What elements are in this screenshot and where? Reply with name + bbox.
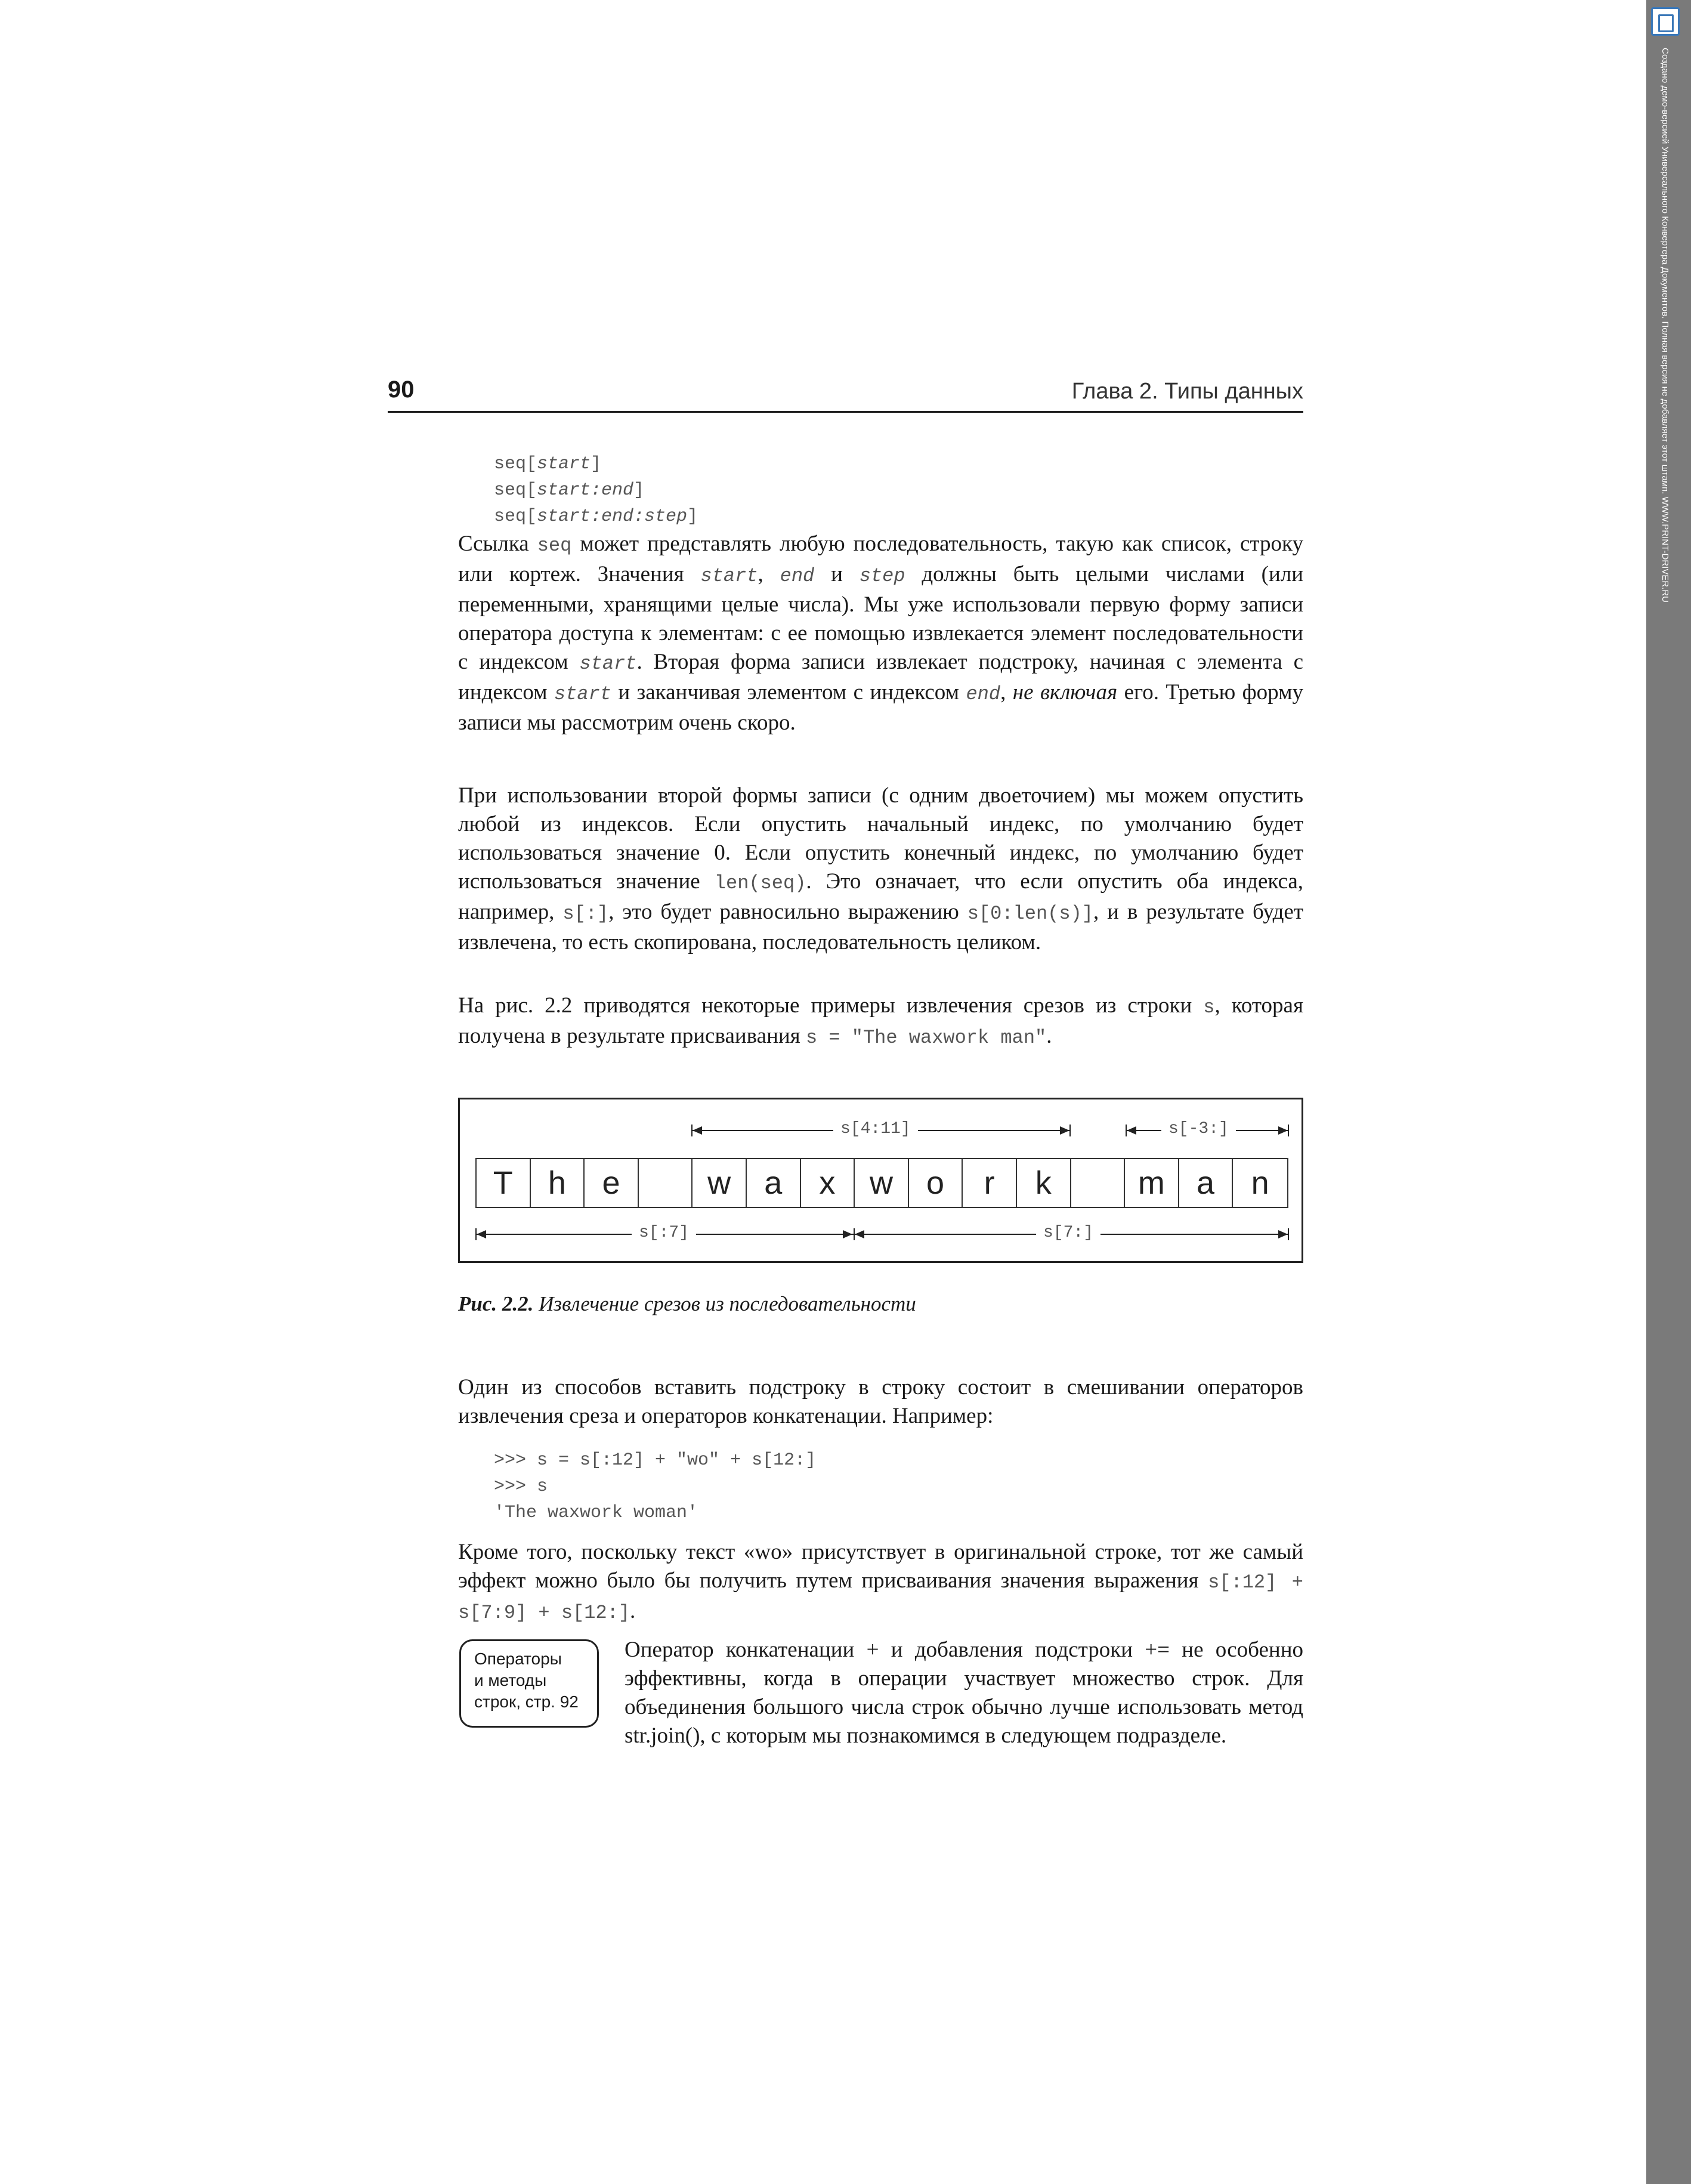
- syntax-line-3: seq[start:end:step]: [494, 506, 698, 527]
- converter-logo-icon: [1651, 7, 1680, 36]
- margin-note-line: Операторы: [474, 1649, 562, 1668]
- char-cell: T: [477, 1159, 531, 1207]
- example-line-2: >>> s: [494, 1476, 548, 1497]
- slice-label-4-11: s[4:11]: [833, 1120, 918, 1138]
- slice-arrow-from-7: [854, 1224, 1289, 1242]
- char-cell: m: [1125, 1159, 1179, 1207]
- char-cell: x: [801, 1159, 855, 1207]
- string-cells: [475, 1158, 1288, 1208]
- slice-arrow-neg3: [1126, 1120, 1289, 1138]
- paragraph-figure-intro: На рис. 2.2 приводятся некоторые примеры извлечения срезов из строки s, которая получена в результате присваивания s = "The waxwork man".: [458, 993, 1303, 1049]
- slice-arrow-to-7: [475, 1224, 854, 1242]
- margin-note-line: и методы: [474, 1671, 547, 1689]
- example-line-3: 'The waxwork woman': [494, 1503, 698, 1523]
- char-cell: h: [531, 1159, 585, 1207]
- char-cell: o: [909, 1159, 963, 1207]
- char-cell: n: [1251, 1165, 1269, 1201]
- paragraph-slice-forms: Ссылка seq может представлять любую последовательность, такую как список, строку или кортеж. Значения start, end и step должны быть целыми числами (или переменными, хранящими целые числа). Мы уже использовали первую форму записи оператора доступа к элементам: с ее помощью извлекается элемент последовательности с индексом start. Вторая форма записи извлекает подстроку, начиная с элемента с индексом start и заканчивая элементом с индексом end, не включая его. Третью форму записи мы рассмотрим очень скоро.: [458, 532, 1304, 735]
- slice-label-from-7: s[7:]: [1036, 1224, 1100, 1242]
- syntax-line-1: seq[start]: [494, 454, 602, 474]
- char-cell: a: [747, 1159, 801, 1207]
- char-cell: w: [855, 1159, 909, 1207]
- char-cell: w: [693, 1159, 747, 1207]
- watermark-sidebar: [1646, 0, 1691, 2184]
- example-line-1: >>> s = s[:12] + "wo" + s[12:]: [494, 1450, 817, 1471]
- margin-note-line: строк, стр. 92: [474, 1692, 579, 1711]
- char-cell: [639, 1159, 693, 1207]
- paragraph-insert-substring: Один из способов вставить подстроку в строку состоит в смешивании операторов извлечения среза и операторов конкатенации. Например:: [458, 1375, 1303, 1428]
- example-code-block: [494, 1447, 816, 1526]
- chapter-title: Глава 2. Типы данных: [1071, 379, 1303, 404]
- watermark-text: Создано демо-версией Универсального Конвертера Документов. Полная версия не добавляет этот штамп. WWW.PRINT-DRIVER.RU: [1660, 48, 1670, 603]
- paragraph-alternative: Кроме того, поскольку текст «wo» присутствует в оригинальной строке, тот же самый эффект можно было бы получить путем присваивания значения выражения s[:12] + s[7:9] + s[12:].: [458, 1540, 1303, 1624]
- char-cell: a: [1179, 1159, 1234, 1207]
- char-cell: k: [1017, 1159, 1071, 1207]
- paragraph-concatenation-performance: Оператор конкатенации + и добавления подстроки += не особенно эффективны, когда в операции участвует множество строк. Для объединения большого числа строк обычно лучше использовать метод str.join(), с которым мы познакомимся в следующем подразделе.: [625, 1638, 1303, 1748]
- paragraph-omit-indexes: При использовании второй формы записи (с одним двоеточием) мы можем опустить любой из индексов. Если опустить начальный индекс, по умолчанию будет использоваться значение 0. Если опустить конечный индекс, по умолчанию будет использоваться значение len(seq). Это означает, что если опустить оба индекса, например, s[:], это будет равносильно выражению s[0:len(s)], и в результате будет извлечена, то есть скопирована, последовательность целиком.: [458, 783, 1304, 954]
- page-header: [388, 373, 1303, 413]
- slice-label-to-7: s[:7]: [632, 1224, 696, 1242]
- figure-caption: Рис. 2.2. Извлечение срезов из последовательности: [458, 1292, 916, 1315]
- slice-arrow-4-11: [691, 1120, 1071, 1138]
- char-cell: [1071, 1159, 1126, 1207]
- syntax-line-2: seq[start:end]: [494, 480, 645, 501]
- slice-syntax-block: [494, 451, 698, 530]
- char-cell: e: [585, 1159, 639, 1207]
- page-number: 90: [388, 376, 415, 403]
- slice-figure: [458, 1098, 1303, 1263]
- margin-note-string-operators: [459, 1639, 599, 1728]
- slice-label-neg3: s[-3:]: [1161, 1120, 1236, 1138]
- char-cell: r: [963, 1159, 1017, 1207]
